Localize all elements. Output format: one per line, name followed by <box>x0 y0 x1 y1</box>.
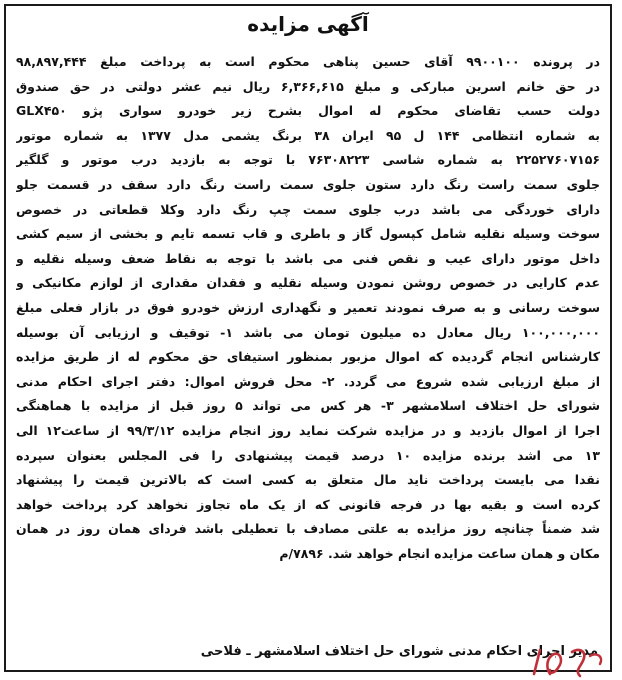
notice-body <box>16 50 600 566</box>
notice-line: داخل موتور دارای عیب و نقص فنی می باشد با توجه به نقاط ضعف وسیله نقلیه و <box>16 250 600 266</box>
notice-line: سوخت وسیله نقلیه شامل کپسول گاز و باطری و قاب تسمه تایم و بخشی از سیم کشی <box>16 226 600 242</box>
notice-line: شد ضمناً چنانچه روز مزایده به علتی مصادف با تعطیلی باشد فردای همان روز در همان <box>16 521 600 537</box>
notice-line: نقدا می بایست پرداخت ناید مال متعلق به کسی است که بالاترین قیمت را پیشنهاد <box>16 472 600 488</box>
notice-line: شورای حل اختلاف اسلامشهر ۳- هر کس می تواند ۵ روز قبل از مزایده با هماهنگی <box>16 398 600 414</box>
notice-line: عدم کارایی در خصوص روشن نمودن وسیله نقلیه و فقدان مقداری از لوازم مکانیکی و <box>16 275 600 291</box>
handwritten-mark <box>528 644 608 680</box>
notice-line: در حق خانم اسرین مبارکی و مبلغ ۶,۳۶۶,۶۱۵ ریال نیم عشر دولتی در حق صندوق <box>16 78 600 94</box>
notice-line: از مبلغ ارزیابی شده شروع می گردد. ۲- محل فروش اموال: دفتر اجرای احکام مدنی <box>16 373 600 389</box>
notice-title: آگهی مزایده <box>247 12 369 36</box>
notice-line: ۱۰۰,۰۰۰,۰۰۰ ریال معادل ده میلیون تومان می باشد ۱- توقیف و ارزیابی آن بوسیله <box>16 324 600 340</box>
notice-line: دارای خوردگی می باشد درب جلوی سمت چپ رنگ دارد وکلا قطعاتی در خصوص <box>16 201 600 217</box>
notice-line: اجرا از اموال بازدید و در مزایده شرکت نماید روز انجام مزایده ۹۹/۳/۱۲ از ساعت۱۲ الی <box>16 422 600 438</box>
notice-line: ۲۲۵۲۷۶۰۷۱۵۶ به شماره شاسی ۷۶۳۰۸۲۲۳ با توجه به بازدید درب موتور و گلگیر <box>16 152 600 168</box>
notice-line: جلوی سمت راست رنگ دارد ستون جلوی سمت راست رنگ دارد سقف در قسمت جلو <box>16 176 600 192</box>
notice-line: دولت حسب تقاضای محکوم له اموال بشرح زیر خودرو سواری پژو GLX۴۵۰ <box>16 103 600 119</box>
notice-line: کارشناس انجام گردیده که اموال مزبور بمنظور استیفای حق محکوم له از طریق مزایده <box>16 349 600 365</box>
notice-line: ۱۳ می اشد برنده مزایده ۱۰ درصد قیمت پیشنهادی را فی المجلس بعنوان سپرده <box>16 447 600 463</box>
auction-notice <box>4 4 612 672</box>
notice-line: در پرونده ۹۹۰۰۱۰۰ آقای حسین پناهی محکوم است به پرداخت مبلغ ۹۸,۸۹۷,۴۴۴ <box>16 54 600 69</box>
notice-line: به شماره انتظامی ۱۴۴ ل ۹۵ ایران ۳۸ برنگ یشمی مدل ۱۳۷۷ به شماره موتور <box>16 127 600 143</box>
signature-line: مدیر اجرای احکام مدنی شورای حل اختلاف اسلامشهر ـ فلاحی <box>200 644 598 659</box>
notice-line: مکان و همان ساعت مزایده انجام خواهد شد. ۷۸۹۶/م <box>279 545 600 561</box>
notice-line: کرده است و بقیه بها در فرجه قانونی که از یک ماه تجاوز نخواهد کرد پرداخت خواهد <box>16 496 600 512</box>
notice-line: سوخت رسانی و به صرف نمودند تعمیر و نگهداری ارزش خودرو فوق در بازار فعلی مبلغ <box>16 299 600 315</box>
